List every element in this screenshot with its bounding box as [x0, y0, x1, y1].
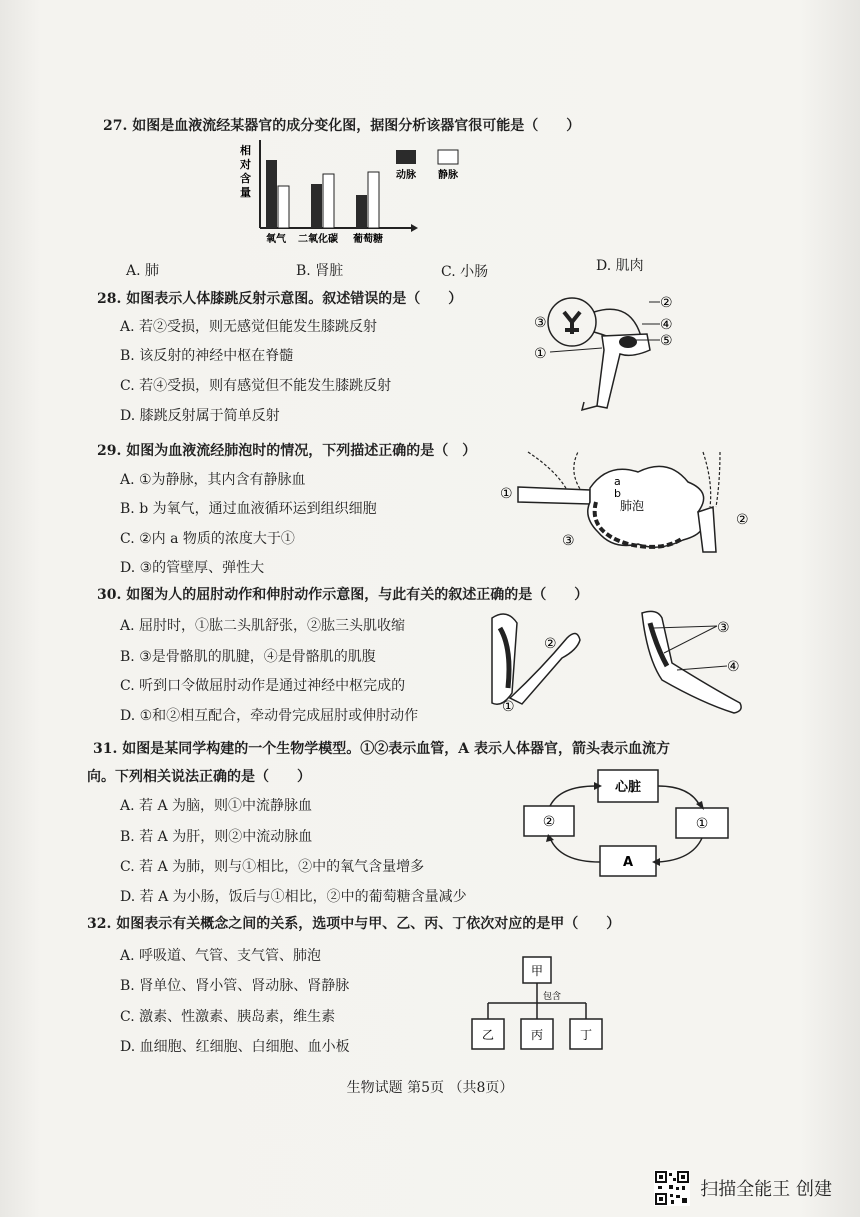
q27-bar-co2-artery [311, 184, 322, 228]
q27-option-a: A. 肺 [126, 263, 160, 279]
q29-vessel-1 [518, 487, 590, 504]
q27-bar-oxygen-vein [278, 186, 289, 228]
q30-option-d: D. ①和②相互配合，牵动骨完成屈肘或伸肘动作 [120, 708, 419, 724]
q28-knee-reflex-diagram [532, 290, 682, 415]
q30-option-b: B. ③是骨骼肌的肌腱，④是骨骼肌的肌腹 [120, 649, 376, 665]
q32-label-contains: 包含 [542, 992, 562, 1002]
q27-xlabel-2: 二氧化碳 [298, 234, 338, 245]
q30-label-2: ② [544, 636, 557, 652]
q32-option-a: A. 呼吸道、气管、支气管、肺泡 [120, 948, 322, 964]
q27-bar-glucose-artery [356, 195, 367, 228]
q30-leader-4 [677, 666, 727, 670]
q27-ylabel-4: 量 [240, 186, 251, 199]
scanner-watermark [654, 1170, 832, 1206]
q28-option-a: A. 若②受损，则无感觉但能发生膝跳反射 [120, 319, 378, 335]
q28-quadriceps [619, 336, 637, 348]
q30-label-1: ① [502, 699, 515, 715]
q31-arrow-heart-to-1 [658, 786, 700, 806]
q27-legend-artery: 动脉 [396, 170, 416, 181]
q32-stem: 32. 如图表示有关概念之间的关系，选项中与甲、乙、丙、丁依次对应的是甲（ ） [87, 916, 621, 932]
q31-arrow-a-to-2 [550, 838, 600, 862]
q32-label-yi: 乙 [481, 1028, 495, 1042]
q28-option-b: B. 该反射的神经中枢在脊髓 [120, 348, 294, 364]
q28-gray-matter [564, 312, 580, 334]
q32-concept-tree [468, 955, 608, 1055]
q32-label-jia: 甲 [530, 964, 544, 978]
q31-option-c: C. 若 A 为肺，则与①相比，②中的氧气含量增多 [120, 859, 425, 875]
q30-upper-arm-flex [492, 614, 517, 704]
q32-label-bing: 丙 [530, 1028, 544, 1042]
q31-option-a: A. 若 A 为脑，则①中流静脉血 [120, 798, 313, 814]
q29-vessel-top [703, 452, 720, 507]
q28-foot [582, 402, 597, 410]
q27-bar-co2-vein [323, 174, 334, 228]
q29-label-1: ① [500, 486, 513, 502]
q27-legend-vein: 静脉 [438, 170, 458, 181]
qr-code-icon [654, 1170, 690, 1206]
q29-bronchiole [528, 452, 582, 492]
q29-stem: 29. 如图为血液流经肺泡时的情况，下列描述正确的是（ ） [97, 443, 477, 459]
q31-arrow-1-to-a [658, 838, 702, 862]
q28-label-1: ① [534, 346, 547, 362]
q29-vessel-2 [698, 507, 716, 552]
q30-label-4: ④ [727, 659, 740, 675]
q27-option-c: C. 小肠 [441, 264, 489, 280]
q31-label-2: ② [542, 814, 556, 830]
q31-arrow-2-to-heart [550, 786, 596, 806]
q31-stem-line1: 31. 如图是某同学构建的一个生物学模型。①②表示血管，A 表示人体器官，箭头表示血流方 [93, 741, 670, 757]
q31-circulation-model [520, 768, 745, 880]
q32-option-d: D. 血细胞、红细胞、白细胞、血小板 [120, 1039, 350, 1055]
q27-bar-glucose-vein [368, 172, 379, 228]
q28-label-3: ③ [534, 315, 547, 331]
q30-label-3: ③ [717, 620, 730, 636]
q29-option-a: A. ①为静脉，其内含有静脉血 [120, 472, 306, 488]
q30-stem: 30. 如图为人的屈肘动作和伸肘动作示意图，与此有关的叙述正确的是（ ） [97, 587, 589, 603]
q29-option-b: B. b 为氧气，通过血液循环运到组织细胞 [120, 501, 377, 517]
q32-option-c: C. 激素、性激素、胰岛素，维生素 [120, 1009, 336, 1025]
q27-bar-chart [236, 140, 496, 250]
q29-label-3: ③ [562, 533, 575, 549]
q29-alveolus-diagram [498, 452, 758, 557]
q30-option-a: A. 屈肘时，①肱二头肌舒张，②肱三头肌收缩 [120, 618, 406, 634]
q31-option-d: D. 若 A 为小肠，饭后与①相比，②中的葡萄糖含量减少 [120, 889, 467, 905]
q27-xlabel-1: 氧气 [266, 234, 286, 245]
q28-stem: 28. 如图表示人体膝跳反射示意图。叙述错误的是（ ） [97, 291, 463, 307]
q31-label-a: A [622, 855, 634, 870]
q32-label-ding: 丁 [579, 1028, 593, 1042]
q30-option-c: C. 听到口令做屈肘动作是通过神经中枢完成的 [120, 678, 406, 694]
q27-option-d: D. 肌肉 [596, 258, 644, 274]
q28-label-4: ④ [660, 317, 673, 333]
q28-option-d: D. 膝跳反射属于简单反射 [120, 408, 280, 424]
q29-label-alveolus: 肺泡 [620, 499, 645, 513]
q29-option-d: D. ③的管壁厚、弹性大 [120, 560, 265, 576]
q31-label-heart: 心脏 [614, 780, 642, 795]
q31-stem-line2: 向。下列相关说法正确的是（ ） [87, 769, 311, 785]
q27-x-arrow [411, 224, 418, 232]
q29-label-2: ② [736, 512, 749, 528]
page-footer: 生物试题 第5页 （共8页） [346, 1080, 514, 1096]
q29-option-c: C. ②内 a 物质的浓度大于① [120, 531, 295, 547]
q27-option-b: B. 肾脏 [296, 263, 344, 279]
q28-label-5: ⑤ [660, 333, 673, 349]
q29-label-b: b [614, 487, 621, 500]
q29-alveolus [588, 466, 704, 547]
q28-label-2: ② [660, 295, 673, 311]
q27-stem: 27. 如图是血液流经某器官的成分变化图，据图分析该器官很可能是（ ） [103, 118, 581, 134]
q27-legend-swatch-vein [438, 150, 458, 164]
q30-arm-diagram [482, 608, 762, 720]
q30-leader-3b [664, 626, 717, 653]
q32-option-b: B. 肾单位、肾小管、肾动脉、肾静脉 [120, 978, 350, 994]
q27-ylabel-1: 相 [240, 144, 251, 157]
scanner-watermark-text: 扫描全能王 创建 [700, 1179, 832, 1200]
q28-leader-1 [550, 348, 602, 352]
q29-label-a: a [614, 475, 621, 488]
q28-option-c: C. 若④受损，则有感觉但不能发生膝跳反射 [120, 378, 392, 394]
q27-ylabel-2: 对 [240, 158, 251, 171]
q27-bar-oxygen-artery [266, 160, 277, 228]
q31-label-1: ① [695, 816, 709, 832]
q27-xlabel-3: 葡萄糖 [353, 234, 383, 245]
q31-option-b: B. 若 A 为肝，则②中流动脉血 [120, 829, 313, 845]
q27-ylabel-3: 含 [240, 172, 251, 185]
q27-legend-swatch-artery [396, 150, 416, 164]
